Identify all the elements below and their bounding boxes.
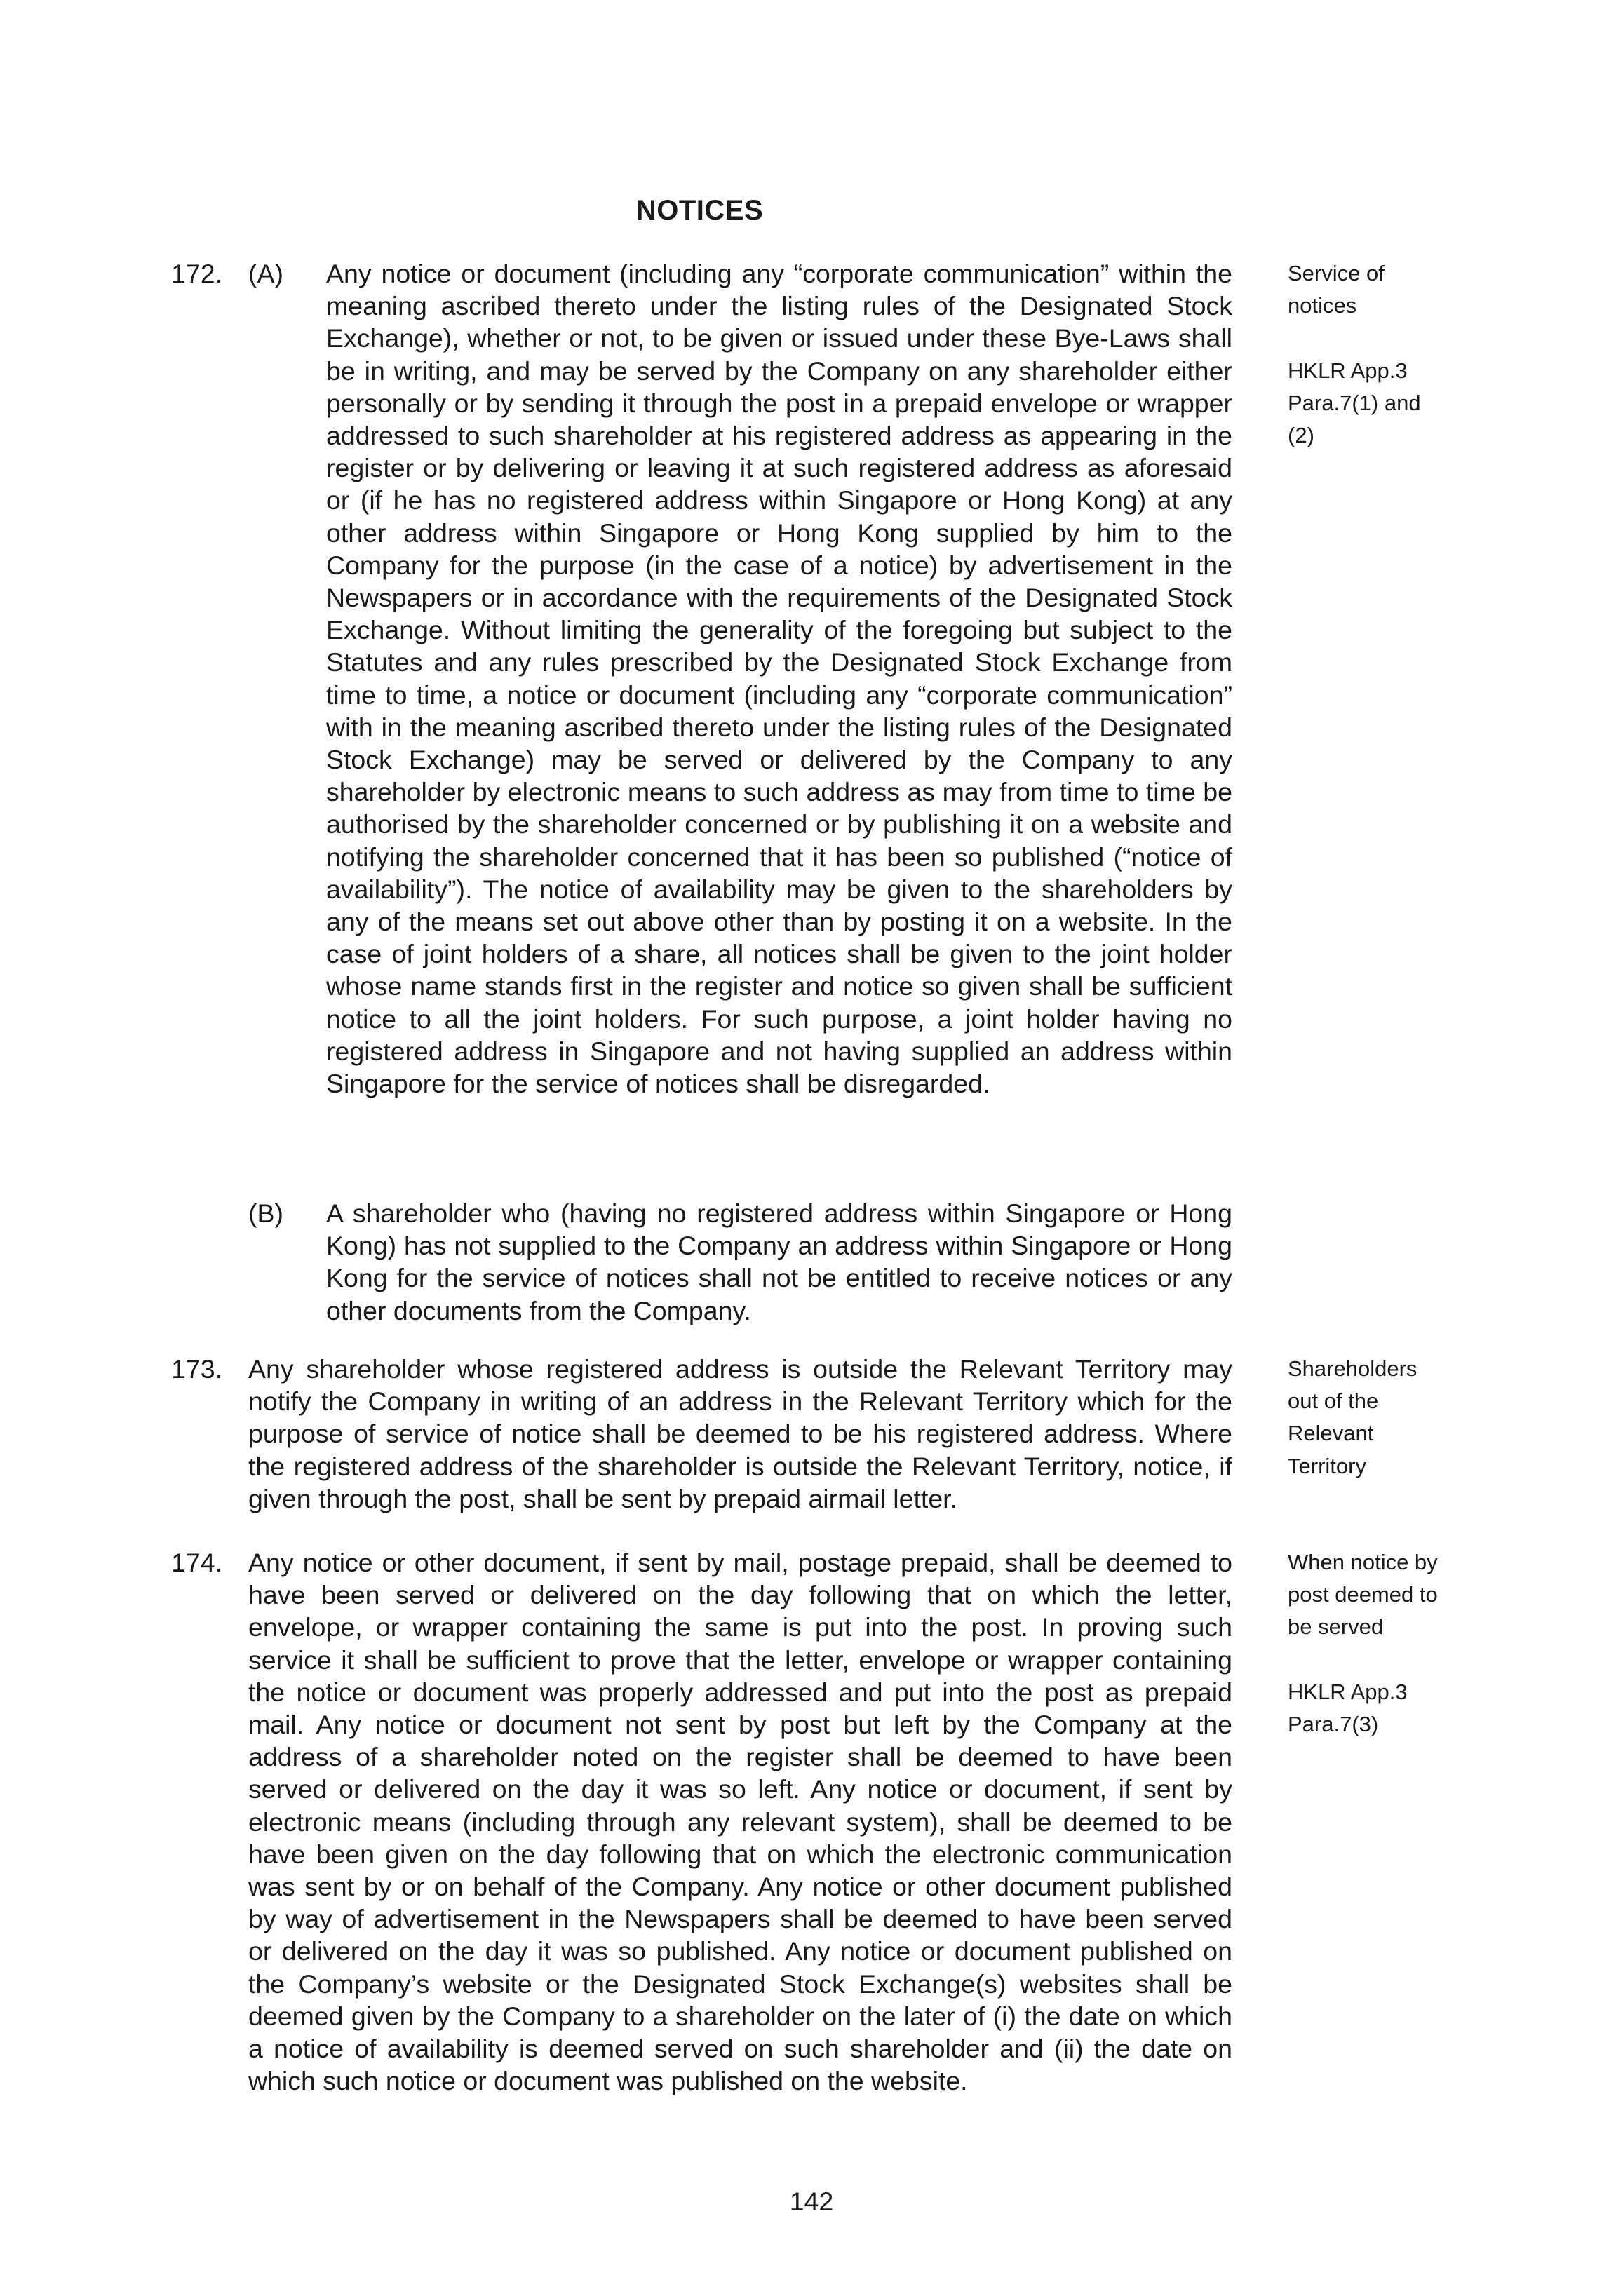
clause-number: 174. [171,1548,222,1577]
clause-173-text: Any shareholder whose registered address is outside the Relevant Territory may notify the Company in writing of an address in the Relevant Territory which for the purpose of service of notice shall be deemed to be his registered address. Where the registered address of the shareholder is outside the Relevant Territory, notice, if given through the post, shall be sent by prepaid airmail letter. [248,1354,1232,1513]
clause-number: 173. [171,1354,222,1384]
margin-note-line: (2) [1288,423,1314,447]
section-heading: NOTICES [635,195,764,226]
margin-note-line: Shareholders [1288,1356,1417,1381]
margin-note-line: be served [1288,1614,1384,1640]
margin-note-line: out of the [1288,1389,1379,1414]
margin-note-line: HKLR App.3 [1288,1679,1408,1704]
margin-note-line: notices [1288,293,1357,318]
clause-172a-text: Any notice or document (including any “corporate communication” within the meaning ascribed thereto under the listing rules of the Designated Stock Exchange), whether or not, to be given or issued under these Bye-Laws shall be in writing, and may be served by the Company on any shareholder either personally or by sending it through the post in a prepaid envelope or wrapper addressed to such shareholder at his registered address as appearing in the register or by delivering or leaving it at such registered address as aforesaid or (if he has no registered address within Singapore or Hong Kong) at any other address within Singapore or Hong Kong supplied by him to the Company for the purpose (in the case of a notice) by advertisement in the Newspapers or in accordance with the requirements of the Designated Stock Exchange. Without limiting the generality of the foregoing but subject to the Statutes and any rules prescribed by the Designated Stock Exchange from time to time, a notice or document (including any “corporate communication” with in the meaning ascribed thereto under the listing rules of the Designated Stock Exchange) may be served or delivered by the Company to any shareholder by electronic means to such address as may from time to time be authorised by the shareholder concerned or by publishing it on a website and notifying the shareholder concerned that it has been so published (“notice of availability”). The notice of availability may be given to the shareholders by any of the means set out above other than by posting it on a website. In the case of joint holders of a share, all notices shall be given to the joint holder whose name stands first in the register and notice so given shall be sufficient notice to all the joint holders. For such purpose, a joint holder having no registered address in Singapore and not having supplied an address within Singapore for the service of notices shall be disregarded. [326,259,1232,1099]
margin-note-line: Relevant [1288,1421,1374,1446]
page-number: 142 [789,2187,834,2216]
margin-note-line: Para.7(1) and [1288,390,1421,415]
margin-note-line: When notice by [1288,1550,1438,1574]
margin-note-line: post deemed to [1288,1582,1438,1607]
margin-note-line: HKLR App.3 [1288,358,1408,383]
sub-clause-label-b: (B) [248,1198,283,1228]
margin-note-line: Service of [1288,261,1385,285]
margin-note-line: Para.7(3) [1288,1712,1379,1736]
margin-note-174 [1288,1546,1470,1741]
clause-174-text: Any notice or other document, if sent by mail, postage prepaid, shall be deemed to have been served or delivered on the day following that on which the letter, envelope, or wrapper containing the same is put into the post. In proving such service it shall be sufficient to prove that the letter, envelope or wrapper containing the notice or document was properly addressed and put into the post as prepaid mail. Any notice or document not sent by post but left by the Company at the address of a shareholder noted on the register shall be deemed to have been served or delivered on the day it was so left. Any notice or document, if sent by electronic means (including through any relevant system), shall be deemed to be have been given on the day following that on which the electronic communication was sent by or on behalf of the Company. Any notice or other document published by way of advertisement in the Newspapers shall be deemed to have been served or delivered on the day it was so published. Any notice or document published on the Company’s website or the Designated Stock Exchange(s) websites shall be deemed given by the Company to a shareholder on the later of (i) the date on which a notice of availability is deemed served on such shareholder and (ii) the date on which such notice or document was published on the website. [248,1548,1232,2096]
sub-clause-label-a: (A) [248,259,283,288]
margin-note-172 [1288,257,1470,452]
clause-number: 172. [171,259,222,288]
margin-note-173 [1288,1353,1470,1483]
margin-note-line: Territory [1288,1453,1366,1478]
clause-172b-text: A shareholder who (having no registered address within Singapore or Hong Kong) has not supplied to the Company an address within Singapore or Hong Kong for the service of notices shall not be entitled to receive notices or any other documents from the Company. [326,1198,1232,1325]
